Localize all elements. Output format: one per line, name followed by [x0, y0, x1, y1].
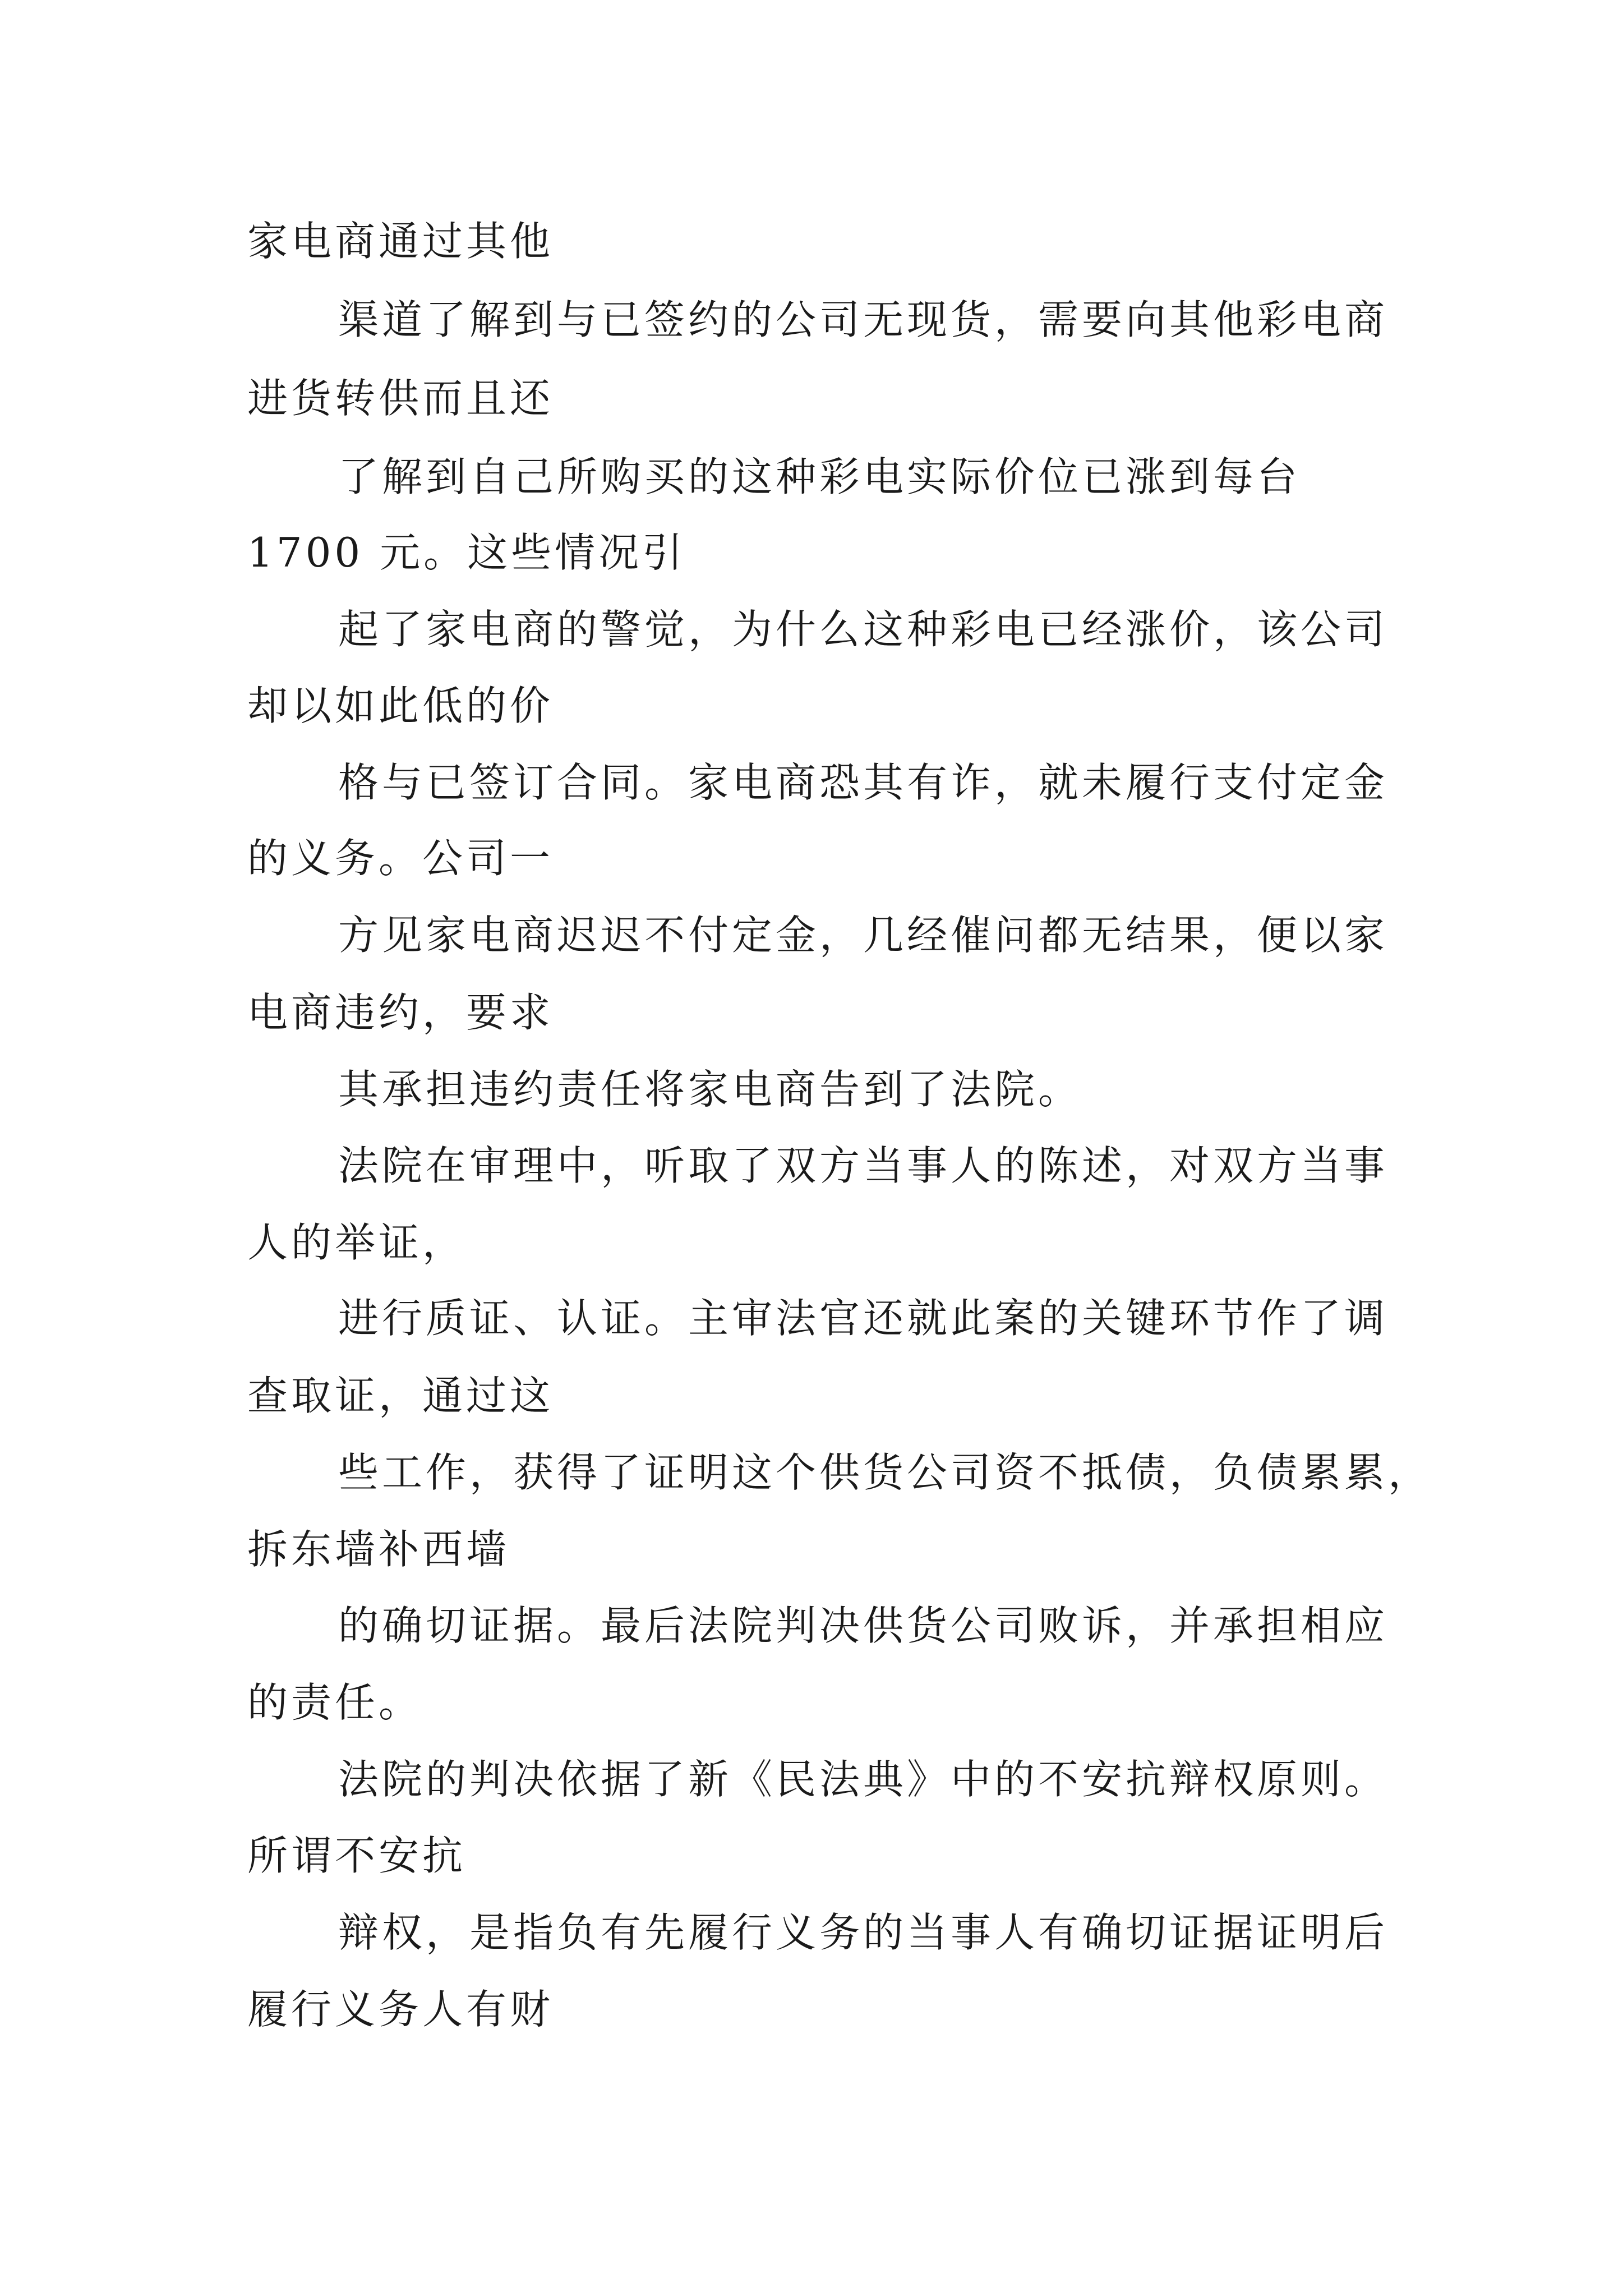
text-line: 方见家电商迟迟不付定金，几经催问都无结果，便以家 — [338, 912, 1389, 959]
text-line: 其承担违约责任将家电商告到了法院。 — [338, 1066, 1082, 1113]
text-line: 的确切证据。最后法院判决供货公司败诉，并承担相应 — [338, 1602, 1389, 1649]
text-line: 法院在审理中，听取了双方当事人的陈述，对双方当事 — [338, 1142, 1389, 1189]
text-line: 电商违约，要求 — [247, 989, 554, 1036]
text-line: 家电商通过其他 — [247, 218, 554, 265]
text-line: 辩权，是指负有先履行义务的当事人有确切证据证明后 — [338, 1909, 1389, 1956]
text-line: 些工作，获得了证明这个供货公司资不抵债，负债累累， — [338, 1449, 1432, 1496]
text-line: 格与已签订合同。家电商恐其有诈，就未履行支付定金 — [338, 759, 1389, 806]
text-line: 起了家电商的警觉，为什么这种彩电已经涨价，该公司 — [338, 606, 1389, 653]
text-line: 的责任。 — [247, 1679, 423, 1726]
text-line: 人的举证， — [247, 1219, 467, 1266]
text-line: 所谓不安抗 — [247, 1832, 467, 1879]
text-line: 进货转供而且还 — [247, 375, 554, 422]
text-line: 进行质证、认证。主审法官还就此案的关键环节作了调 — [338, 1295, 1389, 1342]
text-line: 了解到自己所购买的这种彩电实际价位已涨到每台 — [338, 453, 1301, 500]
text-line: 履行义务人有财 — [247, 1986, 554, 2033]
text-line: 1700 元。这些情况引 — [247, 529, 686, 576]
text-line: 法院的判决依据了新《民法典》中的不安抗辩权原则。 — [338, 1756, 1389, 1803]
text-line: 查取证，通过这 — [247, 1372, 554, 1419]
text-line: 却以如此低的价 — [247, 682, 554, 729]
text-line: 渠道了解到与已签约的公司无现货，需要向其他彩电商 — [338, 296, 1389, 343]
text-line: 的义务。公司一 — [247, 835, 554, 882]
text-line: 拆东墙补西墙 — [247, 1526, 510, 1573]
